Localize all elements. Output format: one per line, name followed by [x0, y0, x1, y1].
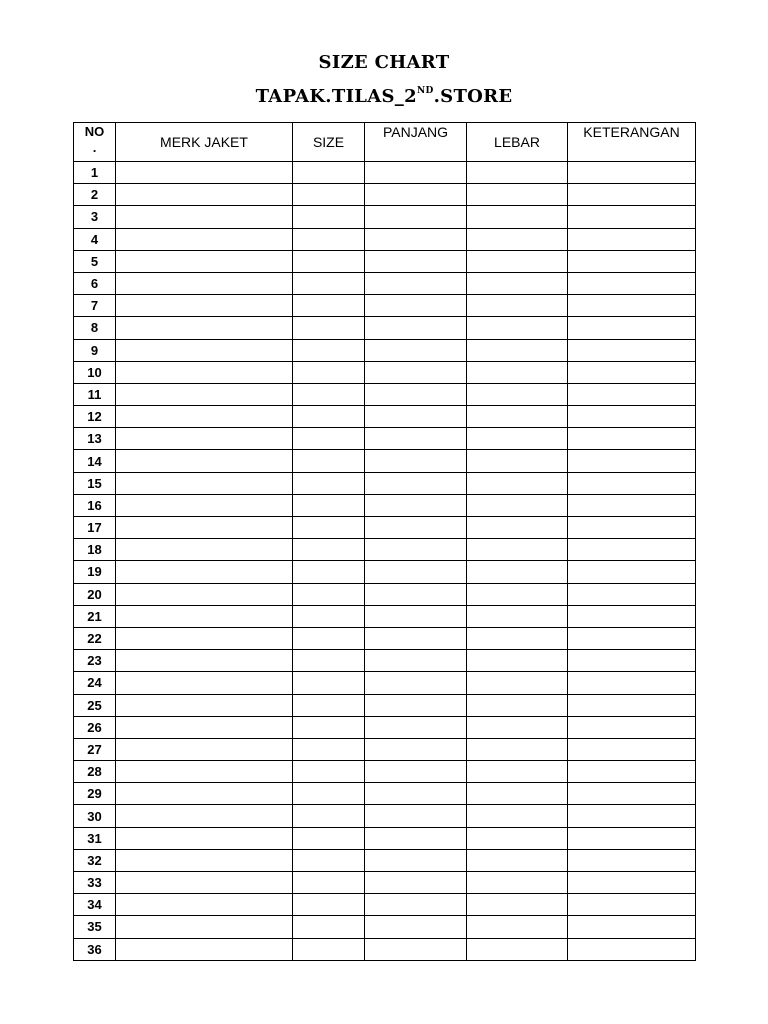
notes-cell[interactable] [568, 317, 696, 339]
length-cell[interactable] [365, 738, 467, 760]
page-title: SIZE CHART [318, 52, 450, 73]
size-cell[interactable] [293, 672, 365, 694]
length-cell[interactable] [365, 805, 467, 827]
length-cell[interactable] [365, 583, 467, 605]
width-cell[interactable] [467, 317, 568, 339]
row-number: 8 [74, 317, 116, 339]
row-number: 34 [74, 894, 116, 916]
size-cell[interactable] [293, 450, 365, 472]
size-chart-table [73, 122, 696, 961]
notes-cell[interactable] [568, 894, 696, 916]
row-number: 25 [74, 694, 116, 716]
brand-cell[interactable] [116, 361, 293, 383]
width-cell[interactable] [467, 228, 568, 250]
notes-cell[interactable] [568, 450, 696, 472]
length-cell[interactable] [365, 894, 467, 916]
store-name-main: TAPAK.TILAS_2 [255, 86, 417, 107]
size-cell[interactable] [293, 339, 365, 361]
length-cell[interactable] [365, 716, 467, 738]
table-row [74, 738, 696, 760]
header-no [74, 123, 116, 162]
notes-cell[interactable] [568, 805, 696, 827]
brand-cell[interactable] [116, 827, 293, 849]
brand-cell[interactable] [116, 228, 293, 250]
table-row [74, 317, 696, 339]
brand-cell[interactable] [116, 738, 293, 760]
length-cell[interactable] [365, 650, 467, 672]
length-cell[interactable] [365, 295, 467, 317]
size-cell[interactable] [293, 738, 365, 760]
width-cell[interactable] [467, 494, 568, 516]
notes-cell[interactable] [568, 650, 696, 672]
length-cell[interactable] [365, 627, 467, 649]
length-cell[interactable] [365, 517, 467, 539]
size-cell[interactable] [293, 361, 365, 383]
length-cell[interactable] [365, 472, 467, 494]
row-number: 17 [74, 517, 116, 539]
table-row [74, 383, 696, 405]
table-row [74, 228, 696, 250]
width-cell[interactable] [467, 672, 568, 694]
notes-cell[interactable] [568, 672, 696, 694]
length-cell[interactable] [365, 406, 467, 428]
length-cell[interactable] [365, 383, 467, 405]
row-number: 14 [74, 450, 116, 472]
notes-cell[interactable] [568, 783, 696, 805]
row-number: 7 [74, 295, 116, 317]
notes-cell[interactable] [568, 472, 696, 494]
size-cell[interactable] [293, 162, 365, 184]
width-cell[interactable] [467, 383, 568, 405]
length-cell[interactable] [365, 561, 467, 583]
notes-cell[interactable] [568, 627, 696, 649]
table-row [74, 783, 696, 805]
size-cell[interactable] [293, 206, 365, 228]
length-cell[interactable] [365, 494, 467, 516]
length-cell[interactable] [365, 162, 467, 184]
header-no-dot: . [92, 140, 97, 155]
row-number: 26 [74, 716, 116, 738]
length-cell[interactable] [365, 450, 467, 472]
size-cell[interactable] [293, 872, 365, 894]
size-cell[interactable] [293, 228, 365, 250]
table-row [74, 250, 696, 272]
notes-cell[interactable] [568, 517, 696, 539]
length-cell[interactable] [365, 539, 467, 561]
notes-cell[interactable] [568, 206, 696, 228]
notes-cell[interactable] [568, 761, 696, 783]
notes-cell[interactable] [568, 738, 696, 760]
store-name [0, 86, 768, 107]
row-number: 24 [74, 672, 116, 694]
brand-cell[interactable] [116, 428, 293, 450]
row-number: 15 [74, 472, 116, 494]
width-cell[interactable] [467, 295, 568, 317]
table-row [74, 583, 696, 605]
brand-cell[interactable] [116, 383, 293, 405]
width-cell[interactable] [467, 250, 568, 272]
header-size: SIZE [293, 123, 365, 162]
length-cell[interactable] [365, 605, 467, 627]
notes-cell[interactable] [568, 539, 696, 561]
table-row [74, 428, 696, 450]
store-name-suffix: .STORE [433, 86, 513, 107]
width-cell[interactable] [467, 406, 568, 428]
width-cell[interactable] [467, 716, 568, 738]
width-cell[interactable] [467, 605, 568, 627]
notes-cell[interactable] [568, 583, 696, 605]
table-row [74, 827, 696, 849]
size-cell[interactable] [293, 627, 365, 649]
table-row [74, 472, 696, 494]
notes-cell[interactable] [568, 406, 696, 428]
width-cell[interactable] [467, 206, 568, 228]
width-cell[interactable] [467, 428, 568, 450]
brand-cell[interactable] [116, 184, 293, 206]
row-number: 12 [74, 406, 116, 428]
table-row [74, 406, 696, 428]
width-cell[interactable] [467, 872, 568, 894]
row-number: 11 [74, 383, 116, 405]
header-width: LEBAR [467, 123, 568, 162]
length-cell[interactable] [365, 428, 467, 450]
table-row [74, 339, 696, 361]
size-cell[interactable] [293, 716, 365, 738]
notes-cell[interactable] [568, 849, 696, 871]
width-cell[interactable] [467, 783, 568, 805]
length-cell[interactable] [365, 339, 467, 361]
width-cell[interactable] [467, 184, 568, 206]
brand-cell[interactable] [116, 938, 293, 960]
width-cell[interactable] [467, 694, 568, 716]
table-row [74, 361, 696, 383]
size-cell[interactable] [293, 494, 365, 516]
table-row [74, 938, 696, 960]
row-number: 19 [74, 561, 116, 583]
table-row [74, 295, 696, 317]
length-cell[interactable] [365, 916, 467, 938]
length-cell[interactable] [365, 938, 467, 960]
brand-cell[interactable] [116, 872, 293, 894]
table-row [74, 184, 696, 206]
notes-cell[interactable] [568, 339, 696, 361]
width-cell[interactable] [467, 450, 568, 472]
brand-cell[interactable] [116, 162, 293, 184]
brand-cell[interactable] [116, 494, 293, 516]
table-row [74, 672, 696, 694]
width-cell[interactable] [467, 361, 568, 383]
brand-cell[interactable] [116, 583, 293, 605]
size-cell[interactable] [293, 561, 365, 583]
size-cell[interactable] [293, 406, 365, 428]
size-cell[interactable] [293, 428, 365, 450]
row-number: 23 [74, 650, 116, 672]
size-cell[interactable] [293, 184, 365, 206]
brand-cell[interactable] [116, 272, 293, 294]
brand-cell[interactable] [116, 295, 293, 317]
size-cell[interactable] [293, 650, 365, 672]
length-cell[interactable] [365, 761, 467, 783]
brand-cell[interactable] [116, 894, 293, 916]
row-number: 1 [74, 162, 116, 184]
size-cell[interactable] [293, 827, 365, 849]
size-cell[interactable] [293, 472, 365, 494]
width-cell[interactable] [467, 827, 568, 849]
width-cell[interactable] [467, 894, 568, 916]
notes-cell[interactable] [568, 938, 696, 960]
size-cell[interactable] [293, 894, 365, 916]
row-number: 18 [74, 539, 116, 561]
brand-cell[interactable] [116, 539, 293, 561]
header-notes: KETERANGAN [568, 123, 696, 162]
brand-cell[interactable] [116, 605, 293, 627]
brand-cell[interactable] [116, 472, 293, 494]
size-cell[interactable] [293, 605, 365, 627]
table-row [74, 894, 696, 916]
brand-cell[interactable] [116, 317, 293, 339]
size-cell[interactable] [293, 761, 365, 783]
size-cell[interactable] [293, 539, 365, 561]
table-row [74, 761, 696, 783]
width-cell[interactable] [467, 650, 568, 672]
table-row [74, 872, 696, 894]
length-cell[interactable] [365, 783, 467, 805]
width-cell[interactable] [467, 339, 568, 361]
width-cell[interactable] [467, 849, 568, 871]
notes-cell[interactable] [568, 228, 696, 250]
table-row [74, 849, 696, 871]
length-cell[interactable] [365, 872, 467, 894]
size-cell[interactable] [293, 938, 365, 960]
notes-cell[interactable] [568, 272, 696, 294]
row-number: 6 [74, 272, 116, 294]
brand-cell[interactable] [116, 761, 293, 783]
size-cell[interactable] [293, 805, 365, 827]
brand-cell[interactable] [116, 916, 293, 938]
brand-cell[interactable] [116, 783, 293, 805]
width-cell[interactable] [467, 761, 568, 783]
brand-cell[interactable] [116, 339, 293, 361]
width-cell[interactable] [467, 938, 568, 960]
brand-cell[interactable] [116, 627, 293, 649]
length-cell[interactable] [365, 272, 467, 294]
notes-cell[interactable] [568, 827, 696, 849]
row-number: 28 [74, 761, 116, 783]
table-row [74, 517, 696, 539]
brand-cell[interactable] [116, 805, 293, 827]
table-row [74, 206, 696, 228]
table-row [74, 805, 696, 827]
brand-cell[interactable] [116, 206, 293, 228]
size-cell[interactable] [293, 783, 365, 805]
row-number: 31 [74, 827, 116, 849]
size-cell[interactable] [293, 272, 365, 294]
notes-cell[interactable] [568, 383, 696, 405]
length-cell[interactable] [365, 228, 467, 250]
length-cell[interactable] [365, 849, 467, 871]
table-row [74, 272, 696, 294]
notes-cell[interactable] [568, 250, 696, 272]
row-number: 27 [74, 738, 116, 760]
notes-cell[interactable] [568, 295, 696, 317]
brand-cell[interactable] [116, 694, 293, 716]
row-number: 29 [74, 783, 116, 805]
row-number: 9 [74, 339, 116, 361]
row-number: 10 [74, 361, 116, 383]
width-cell[interactable] [467, 539, 568, 561]
row-number: 30 [74, 805, 116, 827]
row-number: 32 [74, 849, 116, 871]
length-cell[interactable] [365, 250, 467, 272]
row-number: 4 [74, 228, 116, 250]
width-cell[interactable] [467, 162, 568, 184]
row-number: 21 [74, 605, 116, 627]
size-cell[interactable] [293, 383, 365, 405]
brand-cell[interactable] [116, 650, 293, 672]
width-cell[interactable] [467, 627, 568, 649]
notes-cell[interactable] [568, 184, 696, 206]
row-number: 35 [74, 916, 116, 938]
size-cell[interactable] [293, 317, 365, 339]
notes-cell[interactable] [568, 162, 696, 184]
notes-cell[interactable] [568, 716, 696, 738]
width-cell[interactable] [467, 738, 568, 760]
size-cell[interactable] [293, 694, 365, 716]
brand-cell[interactable] [116, 672, 293, 694]
brand-cell[interactable] [116, 561, 293, 583]
length-cell[interactable] [365, 361, 467, 383]
table-row [74, 650, 696, 672]
table-row [74, 494, 696, 516]
notes-cell[interactable] [568, 605, 696, 627]
size-cell[interactable] [293, 916, 365, 938]
row-number: 3 [74, 206, 116, 228]
width-cell[interactable] [467, 916, 568, 938]
notes-cell[interactable] [568, 361, 696, 383]
table-row [74, 605, 696, 627]
brand-cell[interactable] [116, 450, 293, 472]
notes-cell[interactable] [568, 494, 696, 516]
notes-cell[interactable] [568, 561, 696, 583]
brand-cell[interactable] [116, 406, 293, 428]
width-cell[interactable] [467, 517, 568, 539]
header-no-label: NO [84, 124, 105, 139]
row-number: 22 [74, 627, 116, 649]
size-cell[interactable] [293, 250, 365, 272]
notes-cell[interactable] [568, 694, 696, 716]
length-cell[interactable] [365, 827, 467, 849]
header-length: PANJANG [365, 123, 467, 162]
table-row [74, 450, 696, 472]
brand-cell[interactable] [116, 250, 293, 272]
size-cell[interactable] [293, 849, 365, 871]
table-row [74, 716, 696, 738]
row-number: 2 [74, 184, 116, 206]
table-row [74, 539, 696, 561]
size-cell[interactable] [293, 517, 365, 539]
header-brand: MERK JAKET [116, 123, 293, 162]
brand-cell[interactable] [116, 716, 293, 738]
row-number: 5 [74, 250, 116, 272]
row-number: 36 [74, 938, 116, 960]
row-number: 13 [74, 428, 116, 450]
notes-cell[interactable] [568, 872, 696, 894]
width-cell[interactable] [467, 561, 568, 583]
brand-cell[interactable] [116, 849, 293, 871]
size-cell[interactable] [293, 583, 365, 605]
table-row [74, 916, 696, 938]
notes-cell[interactable] [568, 428, 696, 450]
width-cell[interactable] [467, 805, 568, 827]
width-cell[interactable] [467, 472, 568, 494]
table-header-row [74, 123, 696, 162]
row-number: 33 [74, 872, 116, 894]
store-name-superscript: ND [416, 86, 434, 96]
length-cell[interactable] [365, 317, 467, 339]
length-cell[interactable] [365, 694, 467, 716]
table-row [74, 162, 696, 184]
row-number: 16 [74, 494, 116, 516]
table-row [74, 694, 696, 716]
width-cell[interactable] [467, 583, 568, 605]
table-body [74, 162, 696, 961]
width-cell[interactable] [467, 272, 568, 294]
size-cell[interactable] [293, 295, 365, 317]
brand-cell[interactable] [116, 517, 293, 539]
table-row [74, 627, 696, 649]
notes-cell[interactable] [568, 916, 696, 938]
length-cell[interactable] [365, 672, 467, 694]
length-cell[interactable] [365, 206, 467, 228]
table-row [74, 561, 696, 583]
row-number: 20 [74, 583, 116, 605]
length-cell[interactable] [365, 184, 467, 206]
